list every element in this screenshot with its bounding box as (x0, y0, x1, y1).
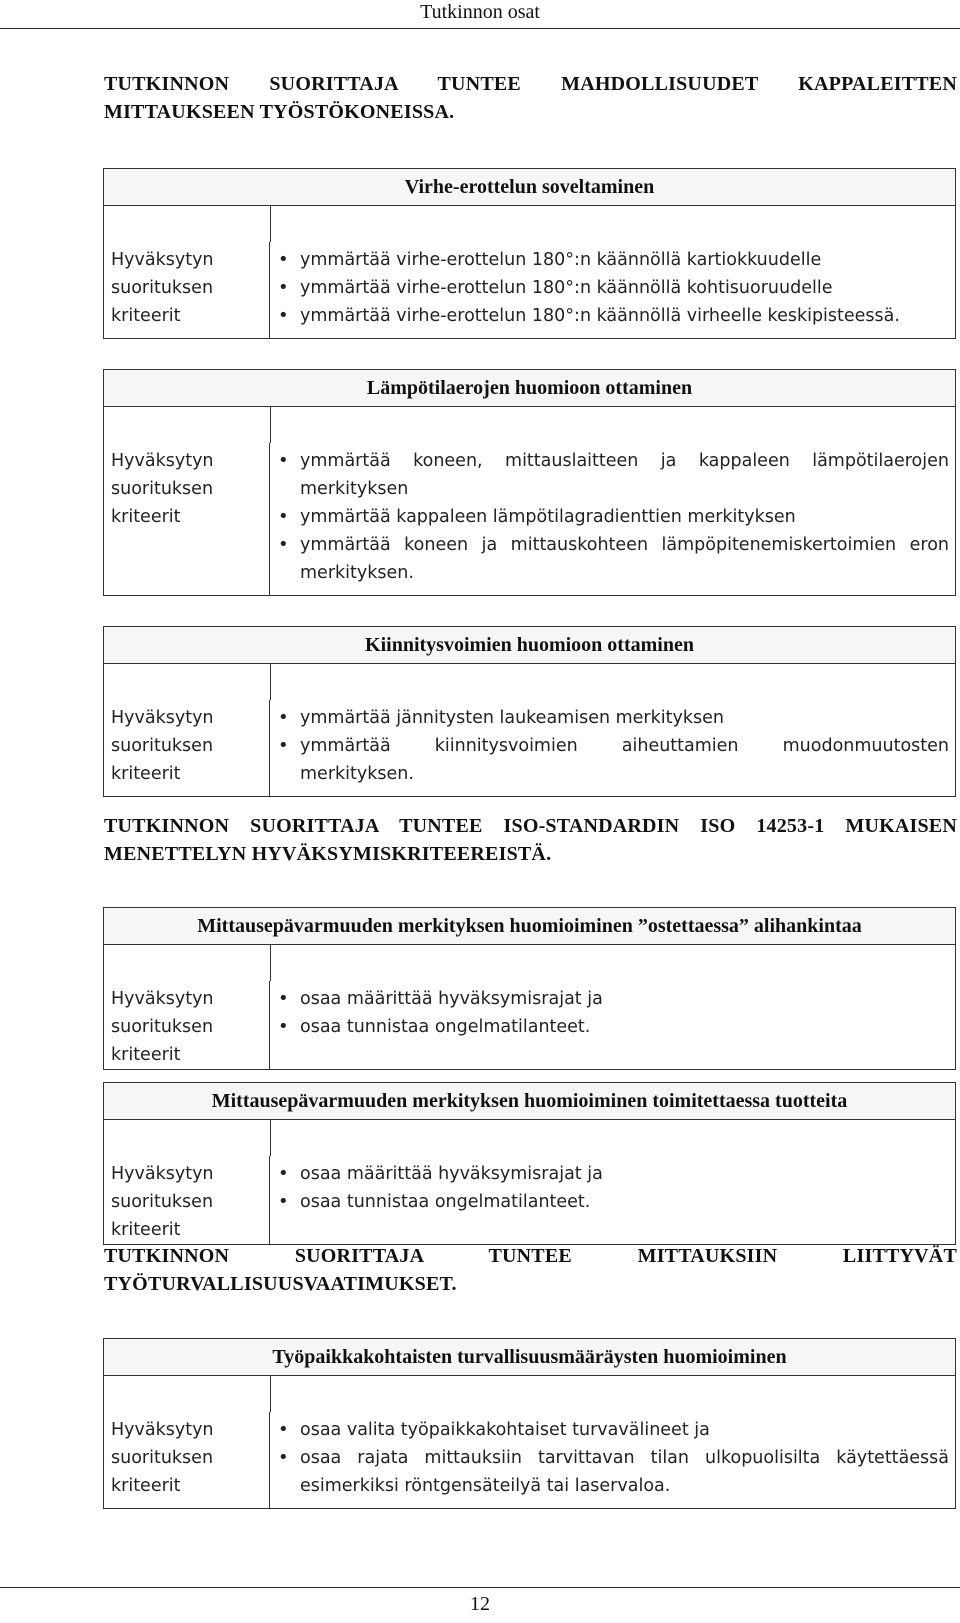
table-spacer-row (104, 206, 955, 242)
criteria-label: Hyväksytyn suorituksen kriteerit (104, 443, 270, 595)
table-body-row (104, 242, 955, 338)
criteria-item: • ymmärtää kappaleen lämpötilagradienttien merkityksen (278, 503, 949, 531)
section-heading: TUTKINNON SUORITTAJA TUNTEE MAHDOLLISUUDET KAPPALEITTEN MITTAUKSEEN TYÖSTÖKONEISSA. (104, 73, 957, 123)
criteria-item: • osaa rajata mittauksiin tarvittavan tilan ulkopuolisilta käytettäessä esimerkiksi röntgensäteilyä tai laservaloa. (278, 1444, 949, 1500)
criteria-label: Hyväksytyn suorituksen kriteerit (104, 242, 270, 338)
criteria-table (103, 907, 956, 1070)
criteria-item: • ymmärtää koneen ja mittauskohteen lämpöpitenemiskertoimien eron merkityksen. (278, 531, 949, 587)
criteria-list (270, 443, 955, 595)
criteria-item: • osaa tunnistaa ongelmatilanteet. (278, 1188, 949, 1216)
criteria-table (103, 1082, 956, 1245)
criteria-item: • ymmärtää koneen, mittauslaitteen ja kappaleen lämpötilaerojen merkityksen (278, 447, 949, 503)
criteria-list (270, 242, 955, 338)
criteria-item: • ymmärtää kiinnitysvoimien aiheuttamien muodonmuutosten merkityksen. (278, 732, 949, 788)
table-body-row (104, 1412, 955, 1508)
table-spacer-row (104, 1376, 955, 1412)
criteria-list (270, 981, 955, 1069)
footer-divider (0, 1587, 960, 1588)
criteria-label: Hyväksytyn suorituksen kriteerit (104, 1412, 270, 1508)
criteria-table (103, 1338, 956, 1509)
table-body-row (104, 700, 955, 796)
table-spacer-row (104, 1120, 955, 1156)
table-body-row (104, 1156, 955, 1244)
criteria-table (103, 626, 956, 797)
unit-title: Kiinnitysvoimien huomioon ottaminen (104, 627, 955, 664)
page-number: 12 (470, 1593, 490, 1615)
criteria-label: Hyväksytyn suorituksen kriteerit (104, 700, 270, 796)
table-body-row (104, 981, 955, 1069)
table-spacer-row (104, 664, 955, 700)
unit-title: Lämpötilaerojen huomioon ottaminen (104, 370, 955, 407)
header-divider (0, 28, 960, 29)
unit-title: Virhe-erottelun soveltaminen (104, 169, 955, 206)
table-spacer-row (104, 407, 955, 443)
criteria-item: • osaa tunnistaa ongelmatilanteet. (278, 1013, 949, 1041)
criteria-item: • ymmärtää virhe-erottelun 180°:n käännöllä kohtisuoruudelle (278, 274, 949, 302)
criteria-table (103, 369, 956, 596)
criteria-item: • ymmärtää jännitysten laukeamisen merkityksen (278, 704, 949, 732)
criteria-table (103, 168, 956, 339)
table-body-row (104, 443, 955, 595)
criteria-item: • osaa määrittää hyväksymisrajat ja (278, 1160, 949, 1188)
criteria-item: • ymmärtää virhe-erottelun 180°:n käännöllä kartiokkuudelle (278, 246, 949, 274)
running-header: Tutkinnon osat (420, 1, 540, 23)
unit-title: Mittausepävarmuuden merkityksen huomioiminen toimitettaessa tuotteita (104, 1083, 955, 1120)
criteria-label: Hyväksytyn suorituksen kriteerit (104, 981, 270, 1069)
unit-title: Mittausepävarmuuden merkityksen huomioiminen ”ostettaessa” alihankintaa (104, 908, 955, 945)
table-spacer-row (104, 945, 955, 981)
criteria-list (270, 700, 955, 796)
criteria-item: • osaa valita työpaikkakohtaiset turvavälineet ja (278, 1416, 949, 1444)
criteria-item: • osaa määrittää hyväksymisrajat ja (278, 985, 949, 1013)
unit-title: Työpaikkakohtaisten turvallisuusmääräysten huomioiminen (104, 1339, 955, 1376)
criteria-list (270, 1156, 955, 1244)
criteria-item: • ymmärtää virhe-erottelun 180°:n käännöllä virheelle keskipisteessä. (278, 302, 949, 330)
criteria-list (270, 1412, 955, 1508)
criteria-label: Hyväksytyn suorituksen kriteerit (104, 1156, 270, 1244)
section-heading: TUTKINNON SUORITTAJA TUNTEE ISO-STANDARDIN ISO 14253-1 MUKAISEN MENETTELYN HYVÄKSYMISKRITEEREISTÄ. (104, 815, 957, 865)
section-heading: TUTKINNON SUORITTAJA TUNTEE MITTAUKSIIN LIITTYVÄT TYÖTURVALLISUUSVAATIMUKSET. (104, 1245, 957, 1295)
